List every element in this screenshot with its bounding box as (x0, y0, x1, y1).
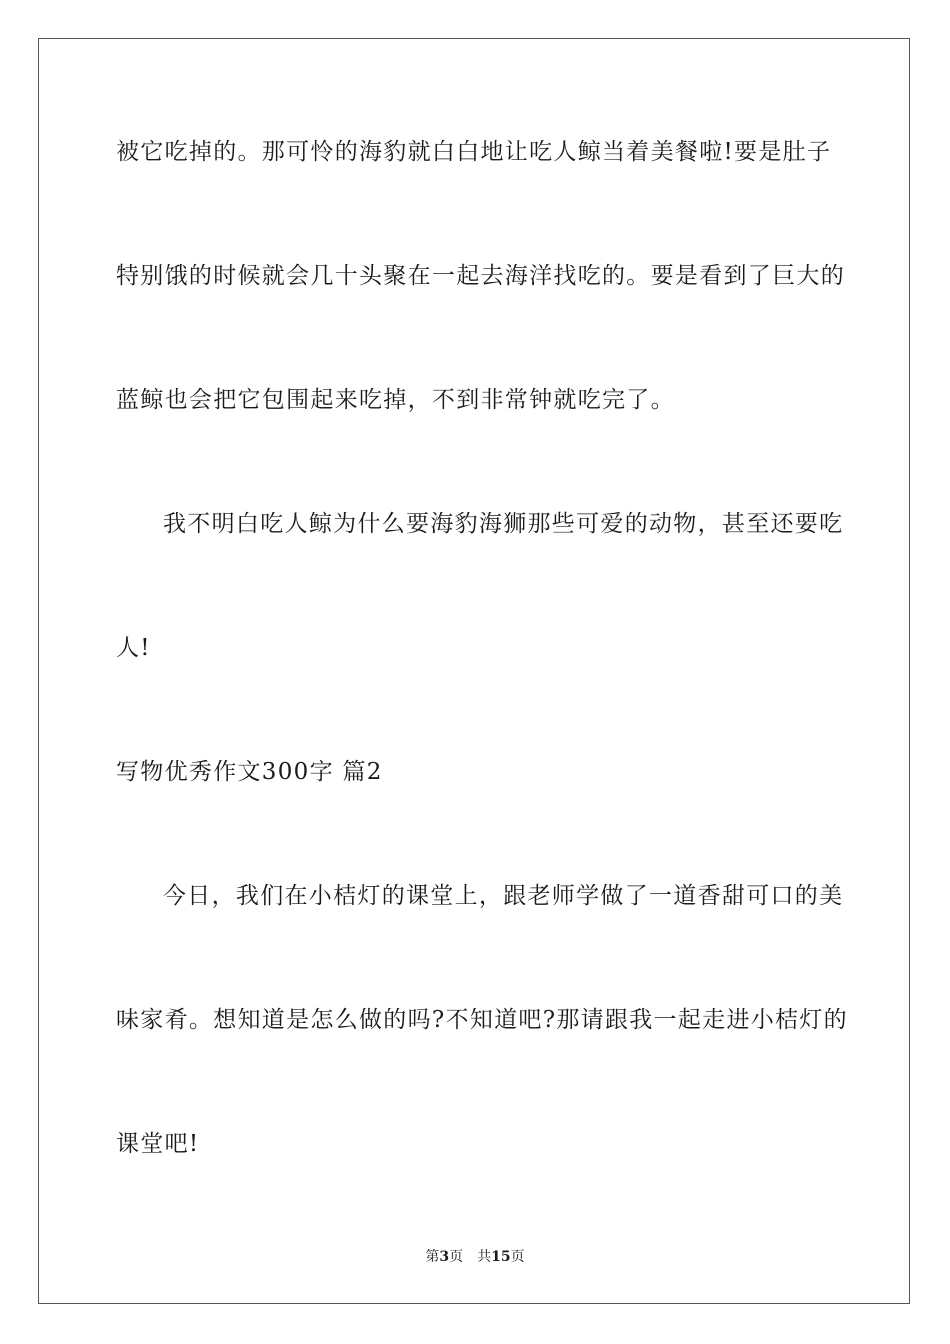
text-line-1: 被它吃掉的。那可怜的海豹就白白地让吃人鲸当着美餐啦!要是肚子 (116, 139, 832, 165)
page-suffix: 页 (449, 1249, 464, 1265)
paragraph-start-line-2: 今日，我们在小桔灯的课堂上，跟老师学做了一道香甜可口的美 (163, 883, 844, 909)
total-suffix: 页 (510, 1249, 525, 1265)
text-line-5: 人! (116, 635, 151, 661)
page-footer (0, 1248, 950, 1266)
text-line-3: 蓝鲸也会把它包围起来吃掉，不到非常钟就吃完了。 (116, 387, 675, 413)
total-prefix: 共 (477, 1249, 492, 1265)
text-line-9: 课堂吧! (116, 1131, 200, 1157)
section-heading: 写物优秀作文300字 篇2 (116, 759, 383, 785)
text-line-2: 特别饿的时候就会几十头聚在一起去海洋找吃的。要是看到了巨大的 (116, 263, 845, 289)
page-frame (38, 38, 910, 1304)
paragraph-start-line: 我不明白吃人鲸为什么要海豹海狮那些可爱的动物，甚至还要吃 (163, 511, 844, 537)
text-line-8: 味家肴。想知道是怎么做的吗?不知道吧?那请跟我一起走进小桔灯的 (116, 1007, 848, 1033)
page-prefix: 第 (425, 1249, 440, 1265)
total-pages: 15 (491, 1249, 511, 1265)
page-number: 3 (439, 1249, 450, 1265)
